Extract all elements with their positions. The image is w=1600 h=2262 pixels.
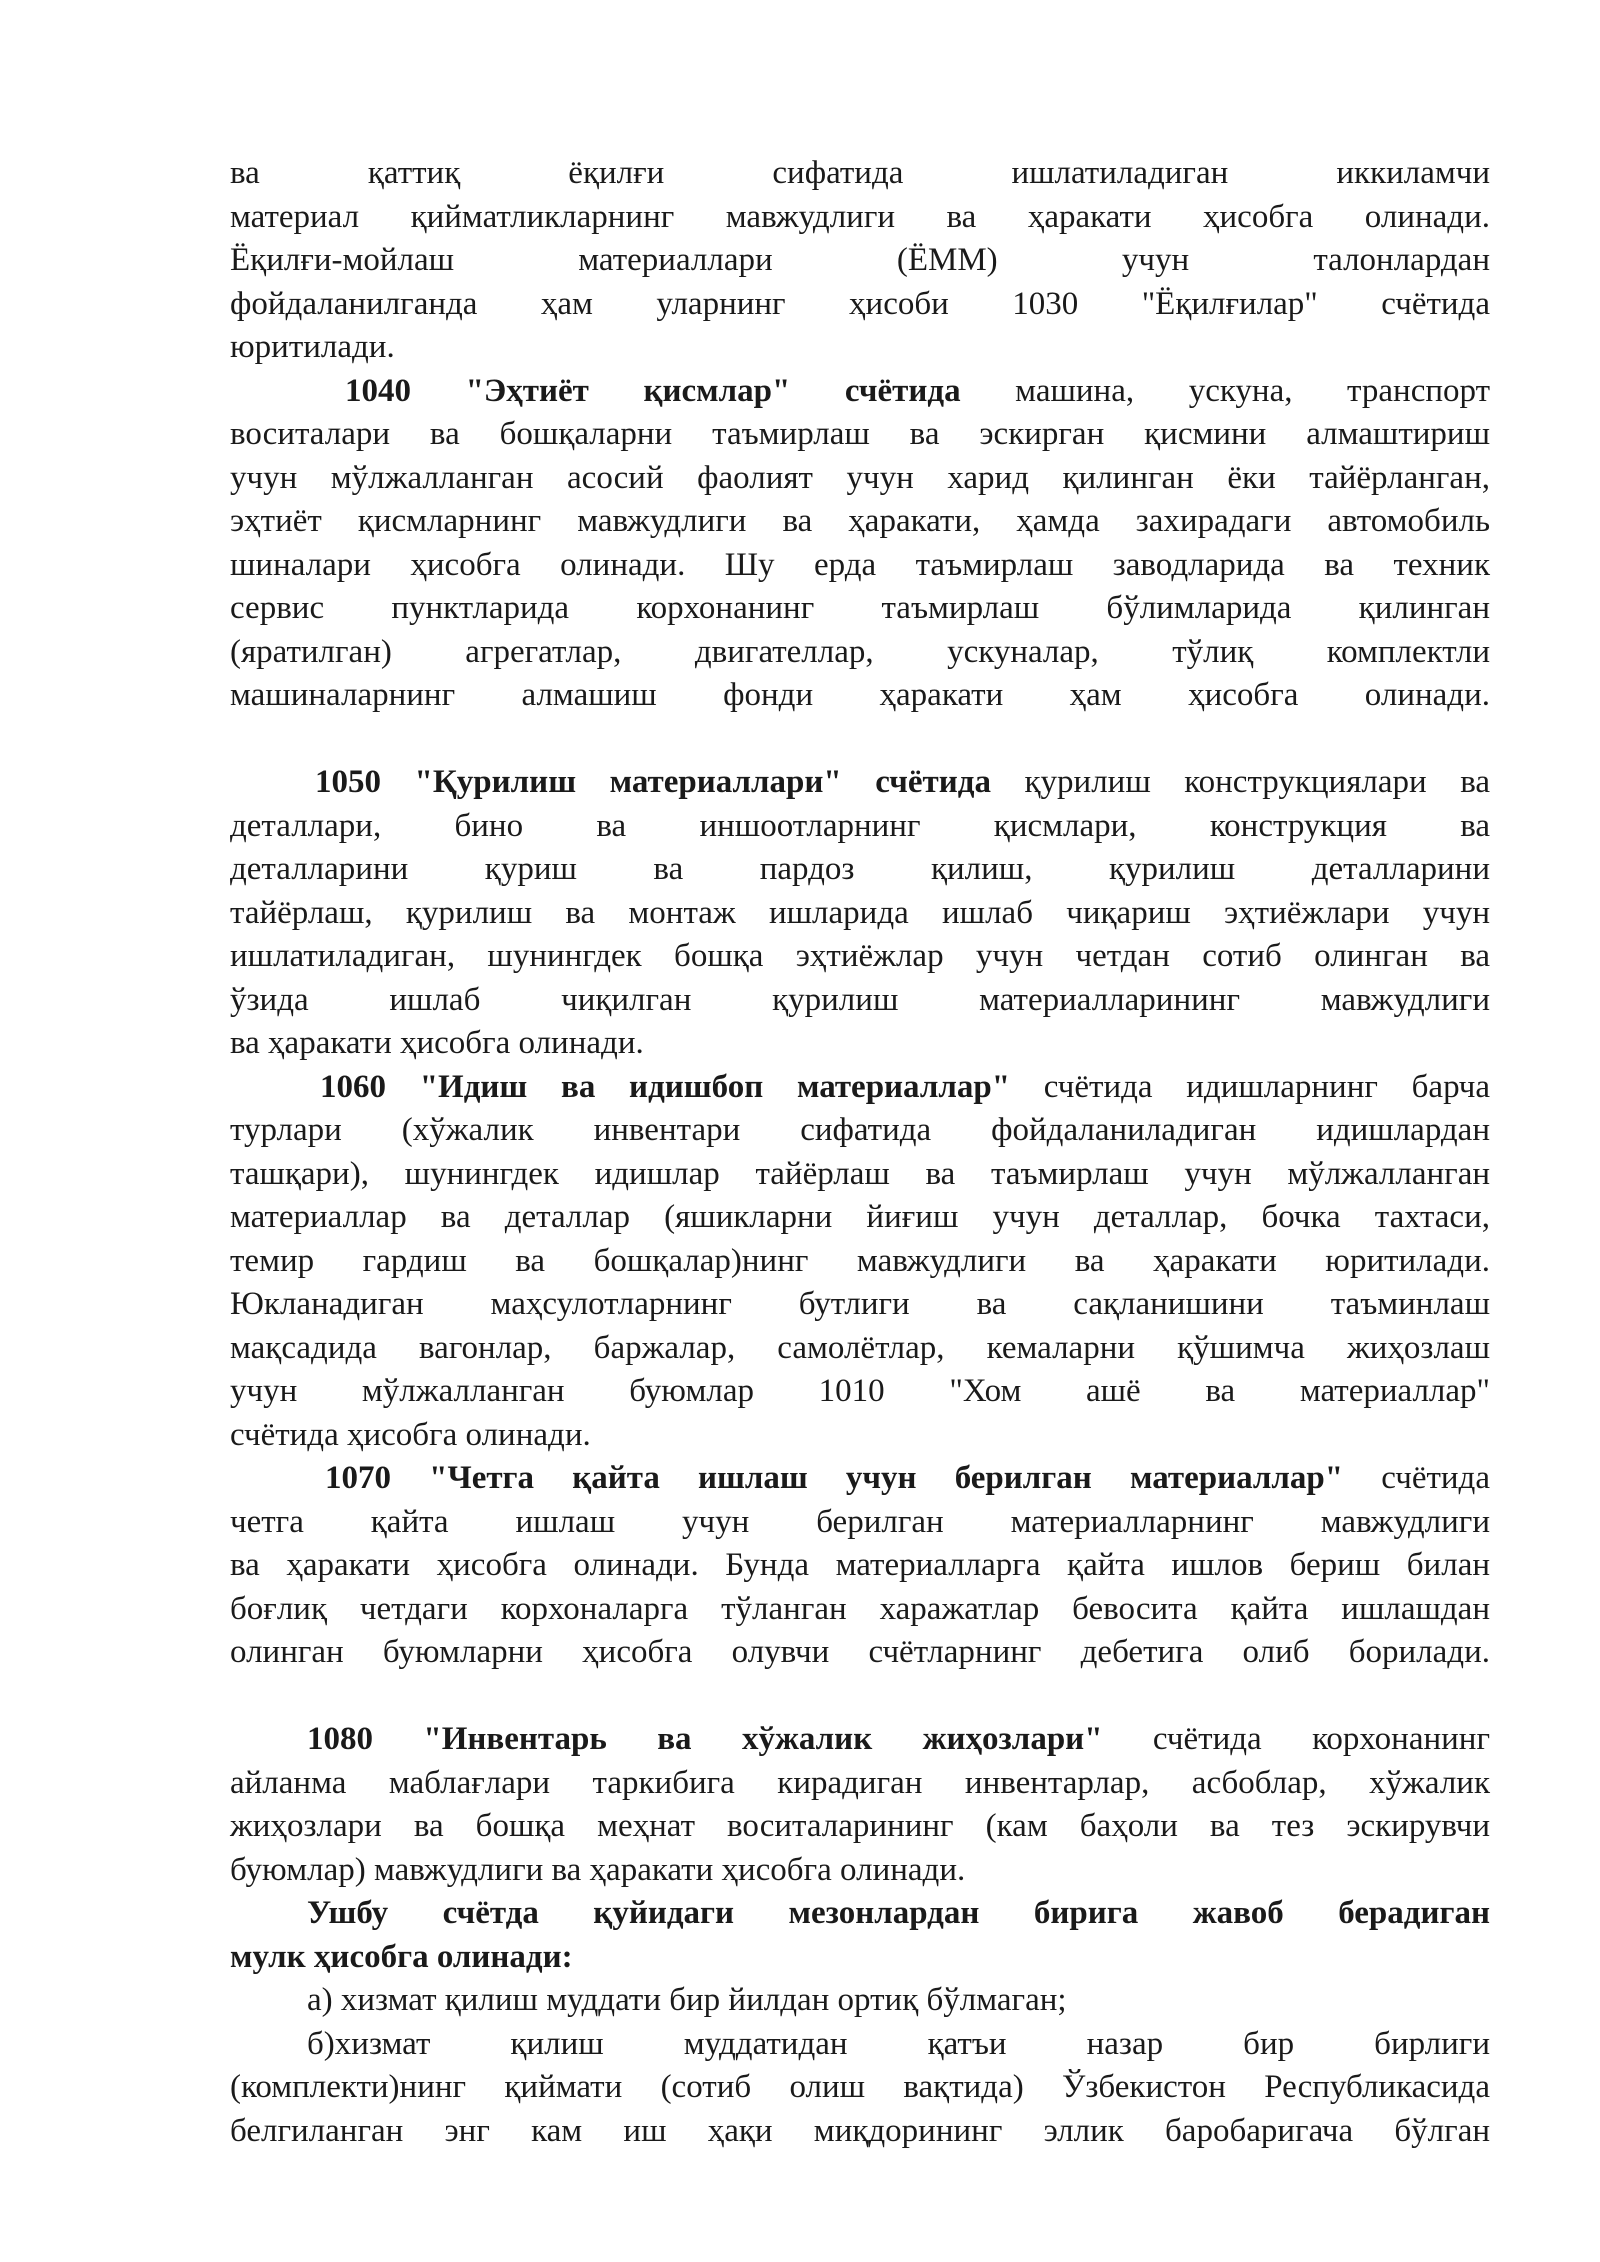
- document-page: [230, 152, 1490, 2153]
- criteria-heading-line: Ушбу счётда қуйидаги мезонлардан бирига жавоб берадиган: [307, 1895, 1490, 1931]
- text-line: мақсадида вагонлар, баржалар, самолётлар, кемаларни қўшимча жиҳозлаш: [230, 1329, 1490, 1366]
- text-line: Ёқилғи-мойлаш материаллари (ЁММ) учун талонлардан: [230, 242, 1490, 278]
- text-line: тайёрлаш, қурилиш ва монтаж ишларида ишлаб чиқариш эҳтиёжлари учун: [230, 894, 1490, 931]
- text-line: (яратилган) агрегатлар, двигателлар, ускуналар, тўлиқ комплектли: [230, 633, 1490, 670]
- text-line: счётида ҳисобга олинади.: [230, 1416, 591, 1453]
- text-line: жиҳозлари ва бошқа меҳнат воситаларининг (кам баҳоли ва тез эскирувчи: [230, 1808, 1490, 1844]
- text-line: деталларини қуриш ва пардоз қилиш, қурилиш деталларини: [230, 851, 1490, 887]
- account-heading: 1050 "Қурилиш материаллари" счётида: [315, 764, 991, 800]
- text-line: сервис пунктларида корхонанинг таъмирлаш бўлимларида қилинган: [230, 590, 1490, 626]
- text-line: буюмлар) мавжудлиги ва ҳаракати ҳисобга олинади.: [230, 1851, 966, 1888]
- text-line: ташқари), шунингдек идишлар тайёрлаш ва таъмирлаш учун мўлжалланган: [230, 1155, 1490, 1192]
- paragraph-intro: [230, 152, 1490, 370]
- account-heading: 1080 "Инвентарь ва хўжалик жиҳозлари": [307, 1721, 1103, 1757]
- criteria-heading-line: мулк ҳисобга олинади:: [230, 1938, 573, 1975]
- paragraph-1040: [230, 370, 1490, 718]
- text-run: машина, ускуна, транспорт: [960, 372, 1490, 409]
- text-run: счётида корхонанинг: [1102, 1721, 1490, 1757]
- text-line: ўзида ишлаб чиқилган қурилиш материалларининг мавжудлиги: [230, 981, 1490, 1018]
- paragraph-1080: [230, 1718, 1490, 1892]
- account-heading: 1070 "Четга қайта ишлаш учун берилган материаллар": [325, 1460, 1344, 1496]
- text-line: б)хизмат қилиш муддатидан қатъи назар бир бирлиги: [307, 2025, 1490, 2062]
- text-line: воситалари ва бошқаларни таъмирлаш ва эскирган қисмини алмаштириш: [230, 416, 1490, 452]
- text-line: ишлатиладиган, шунингдек бошқа эҳтиёжлар учун четдан сотиб олинган ва: [230, 938, 1490, 974]
- text-line: учун мўлжалланган буюмлар 1010 "Хом ашё ва материаллар": [230, 1373, 1490, 1409]
- paragraph-1060: [230, 1066, 1490, 1458]
- text-line: айланма маблағлари таркибига кирадиган инвентарлар, асбоблар, хўжалик: [230, 1764, 1490, 1801]
- text-line: эҳтиёт қисмларнинг мавжудлиги ва ҳаракати, ҳамда захирадаги автомобиль: [230, 503, 1490, 539]
- text-line: ва ҳаракати ҳисобга олинади. Бунда материалларга қайта ишлов бериш билан: [230, 1547, 1490, 1583]
- text-line: боғлиқ четдаги корхоналарга тўланган харажатлар бевосита қайта ишлашдан: [230, 1590, 1490, 1627]
- account-heading: 1060 "Идиш ва идишбоп материаллар": [320, 1068, 1011, 1105]
- text-line: (комплекти)нинг қиймати (сотиб олиш вақтида) Ўзбекистон Республикасида: [230, 2069, 1490, 2105]
- text-run: счётида: [1343, 1460, 1490, 1496]
- text-line: [230, 370, 1490, 414]
- text-line: материаллар ва деталлар (яшикларни йиғиш учун деталлар, бочка тахтаси,: [230, 1199, 1490, 1235]
- text-line: олинган буюмларни ҳисобга олувчи счётларнинг дебетига олиб борилади.: [230, 1634, 1490, 1670]
- text-line: [230, 1718, 1490, 1762]
- paragraph-criteria: [230, 1892, 1490, 1979]
- account-heading: 1040 "Эҳтиёт қисмлар" счётида: [345, 372, 961, 409]
- blank-line: [230, 718, 1490, 762]
- text-line: материал қийматликларнинг мавжудлиги ва ҳаракати ҳисобга олинади.: [230, 198, 1490, 235]
- paragraph-1070: [230, 1457, 1490, 1675]
- text-line: четга қайта ишлаш учун берилган материалларнинг мавжудлиги: [230, 1503, 1490, 1540]
- text-line: ва қаттиқ ёқилғи сифатида ишлатиладиган иккиламчи: [230, 155, 1490, 191]
- text-run: счётида идишларнинг барча: [1010, 1068, 1490, 1105]
- text-line: ва ҳаракати ҳисобга олинади.: [230, 1025, 644, 1061]
- text-line: [230, 761, 1490, 805]
- text-line: учун мўлжалланган асосий фаолият учун харид қилинган ёки тайёрланган,: [230, 459, 1490, 496]
- text-line: темир гардиш ва бошқалар)нинг мавжудлиги ва ҳаракати юритилади.: [230, 1242, 1490, 1279]
- text-line: белгиланган энг кам иш ҳақи миқдорининг эллик баробаригача бўлган: [230, 2112, 1490, 2149]
- text-line: шиналари ҳисобга олинади. Шу ерда таъмирлаш заводларида ва техник: [230, 546, 1490, 583]
- text-line: [230, 1066, 1490, 1110]
- blank-line: [230, 1675, 1490, 1719]
- text-line: деталлари, бино ва иншоотларнинг қисмлари, конструкция ва: [230, 807, 1490, 844]
- text-line: фойдаланилганда ҳам уларнинг ҳисоби 1030 "Ёқилғилар" счётида: [230, 285, 1490, 322]
- list-item-a: [230, 1979, 1490, 2023]
- text-line: Юкланадиган маҳсулотларнинг бутлиги ва сақланишини таъминлаш: [230, 1286, 1490, 1322]
- paragraph-1050: [230, 761, 1490, 1066]
- list-item-b: [230, 2023, 1490, 2154]
- text-line: юритилади.: [230, 329, 395, 365]
- text-line: а) хизмат қилиш муддати бир йилдан ортиқ бўлмаган;: [307, 1982, 1067, 2018]
- text-line: [230, 1457, 1490, 1501]
- text-line: машиналарнинг алмашиш фонди ҳаракати ҳам ҳисобга олинади.: [230, 677, 1490, 713]
- text-run: қурилиш конструкциялари ва: [990, 764, 1490, 800]
- text-line: турлари (хўжалик инвентари сифатида фойдаланиладиган идишлардан: [230, 1112, 1490, 1148]
